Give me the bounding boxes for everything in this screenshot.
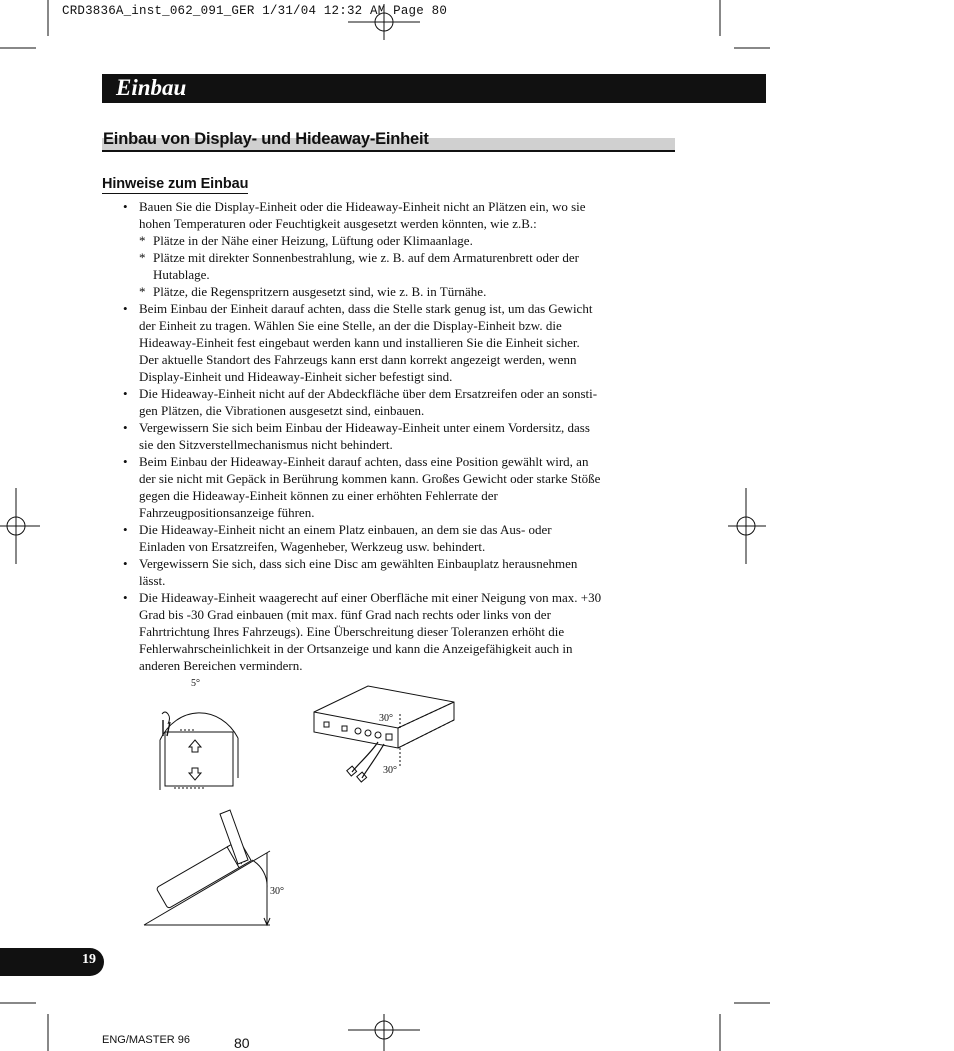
subitem-text: Plätze mit direkter Sonnenbestrahlung, wie z. B. auf dem Armaturenbrett oder der [153, 250, 579, 265]
bullet-line [120, 572, 660, 589]
bullet-marker: • [123, 386, 128, 401]
bullet-line [120, 470, 660, 487]
bullet-text: Beim Einbau der Einheit darauf achten, dass die Stelle stark genug ist, um das Gewicht [139, 301, 593, 316]
bullet-text: Hideaway-Einheit fest eingebaut werden kann und installieren Sie die Einheit sicher. [139, 335, 580, 350]
bullet-text: Die Hideaway-Einheit nicht an einem Platz einbauen, an dem sie das Aus- oder [139, 522, 552, 537]
section-heading-rule [102, 150, 675, 152]
fig1-angle-label: 5° [191, 678, 200, 689]
bullet-text: Vergewissern Sie sich beim Einbau der Hideaway-Einheit unter einem Vordersitz, dass [139, 420, 590, 435]
bullet-marker: • [123, 301, 128, 316]
bullet-marker: • [123, 522, 128, 537]
bullet-marker: • [123, 420, 128, 435]
fig2-angle-label-top: 30° [379, 713, 393, 724]
bullet-line [120, 521, 660, 538]
subitem-text: Plätze in der Nähe einer Heizung, Lüftung oder Klimaanlage. [153, 233, 473, 248]
bullet-text: Fahrtrichtung Ihres Fahrzeugs). Eine Überschreitung dieser Toleranzen erhöht die [139, 624, 565, 639]
bullet-line [120, 538, 660, 555]
bullet-marker: • [123, 556, 128, 571]
bullet-line [120, 419, 660, 436]
bullet-text: Display-Einheit und Hideaway-Einheit sicher befestigt sind. [139, 369, 453, 384]
section-heading [102, 130, 675, 152]
bullet-text: Fahrzeugpositionsanzeige führen. [139, 505, 315, 520]
bullet-line [120, 640, 660, 657]
bullet-marker: • [123, 590, 128, 605]
bullet-line [120, 317, 660, 334]
subitem-line [120, 232, 660, 249]
bullet-text: gen Plätzen, die Vibrationen ausgesetzt sind, einbauen. [139, 403, 425, 418]
bullet-text: Fehlerwahrscheinlichkeit in der Ortsanzeige und kann die Anzeigefähigkeit auch in [139, 641, 573, 656]
bullet-list [120, 198, 660, 674]
bullet-marker: • [123, 454, 128, 469]
bullet-line [120, 215, 660, 232]
bullet-text: Die Hideaway-Einheit nicht auf der Abdeckfläche über dem Ersatzreifen oder an sonsti- [139, 386, 598, 401]
bullet-text: Die Hideaway-Einheit waagerecht auf einer Oberfläche mit einer Neigung von max. +30 [139, 590, 602, 605]
subitem-marker: * [139, 233, 146, 248]
bullet-text: der Einheit zu tragen. Wählen Sie eine Stelle, an der die Display-Einheit bzw. die [139, 318, 562, 333]
bullet-line [120, 555, 660, 572]
figure-display-tilt [150, 678, 260, 793]
hideaway-unit-on-slope [156, 845, 242, 909]
section-title: Einbau von Display- und Hideaway-Einheit [103, 130, 429, 148]
registration-mark-right [728, 488, 766, 564]
bullet-text: Vergewissern Sie sich, dass sich eine Disc am gewählten Einbauplatz herausnehmen [139, 556, 578, 571]
subitem-marker: * [139, 250, 146, 265]
subitem-line [120, 283, 660, 300]
bullet-line [120, 198, 660, 215]
subsection-title: Hinweise zum Einbau [102, 176, 249, 192]
subitem-line [120, 266, 660, 283]
bullet-line [120, 623, 660, 640]
bullet-line [120, 589, 660, 606]
bullet-text: Bauen Sie die Display-Einheit oder die Hideaway-Einheit nicht an Plätzen ein, wo sie [139, 199, 586, 214]
fig2-angle-label-bottom: 30° [383, 765, 397, 776]
bullet-marker: • [123, 199, 128, 214]
registration-mark-left [0, 488, 40, 564]
subitem-text: Plätze, die Regenspritzern ausgesetzt sind, wie z. B. in Türnähe. [153, 284, 487, 299]
bullet-text: Grad bis -30 Grad einbauen (mit max. fünf Grad nach rechts oder links von der [139, 607, 551, 622]
display-unit-body [165, 732, 233, 786]
bullet-text: sie den Sitzverstellmechanismus nicht behindert. [139, 437, 393, 452]
chapter-bar [102, 74, 766, 103]
fig3-angle-label: 30° [270, 886, 284, 897]
bullet-line [120, 300, 660, 317]
bullet-line [120, 487, 660, 504]
subitem-marker: * [139, 284, 146, 299]
print-slug: CRD3836A_inst_062_091_GER 1/31/04 12:32 AM Page 80 [62, 4, 448, 18]
footer-master-label: ENG/MASTER 96 [102, 1034, 191, 1046]
page-number-tab [0, 948, 104, 976]
page-tab-number: 19 [82, 952, 96, 967]
chapter-title: Einbau [116, 75, 187, 100]
bullet-line [120, 402, 660, 419]
bullet-line [120, 436, 660, 453]
bullet-text: gegen die Hideaway-Einheit können zu einer erhöhten Fehlerrate der [139, 488, 498, 503]
bullet-text: Einladen von Ersatzreifen, Wagenheber, Werkzeug usw. behindert. [139, 539, 486, 554]
registration-mark-bottom [348, 1014, 420, 1051]
cable-plugs [352, 742, 384, 778]
bullet-text: lässt. [139, 573, 166, 588]
bullet-text: der sie nicht mit Gepäck in Berührung kommen kann. Großes Gewicht oder starke Stöße [139, 471, 601, 486]
bullet-text: anderen Bereichen vermindern. [139, 658, 303, 673]
footer-page-number: 80 [234, 1035, 250, 1051]
bullet-line [120, 606, 660, 623]
bullet-line [120, 351, 660, 368]
subitem-text: Hutablage. [153, 267, 210, 282]
bullet-line [120, 453, 660, 470]
bullet-line [120, 657, 660, 674]
bullet-line [120, 368, 660, 385]
bullet-text: Beim Einbau der Hideaway-Einheit darauf achten, dass eine Position gewählt wird, an [139, 454, 589, 469]
subitem-line [120, 249, 660, 266]
bullet-text: hohen Temperaturen oder Feuchtigkeit ausgesetzt werden könnten, wie z.B.: [139, 216, 537, 231]
bullet-text: Der aktuelle Standort des Fahrzeugs kann erst dann korrekt angezeigt werden, wenn [139, 352, 577, 367]
figure-slope-install [140, 808, 290, 930]
bullet-line [120, 504, 660, 521]
bullet-line [120, 385, 660, 402]
bullet-line [120, 334, 660, 351]
